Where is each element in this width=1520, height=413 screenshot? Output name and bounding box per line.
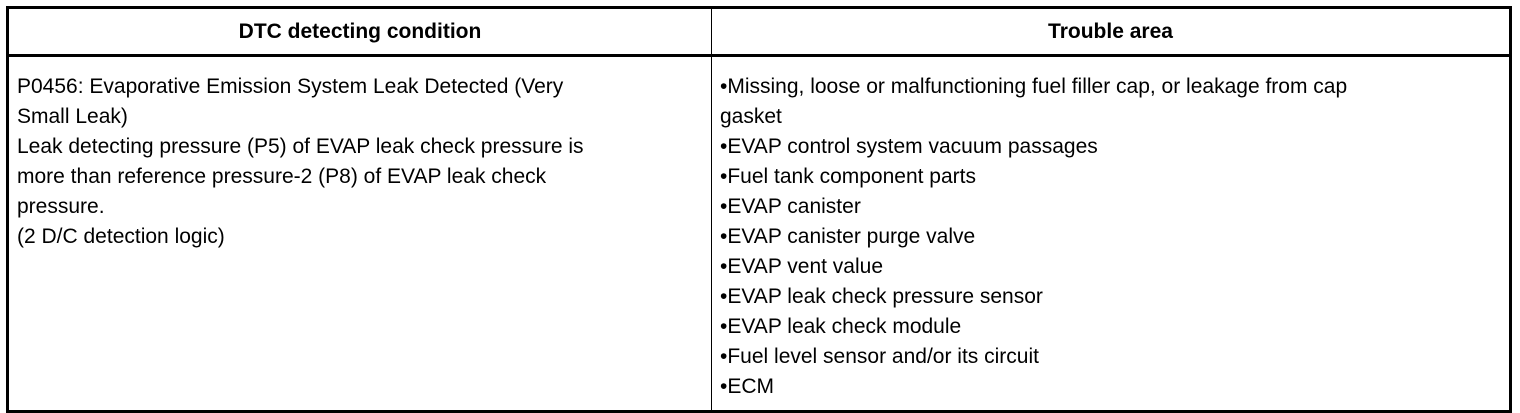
header-row: [8, 8, 1511, 56]
trouble-area-line: gasket: [720, 105, 782, 128]
trouble-area-line: •EVAP control system vacuum passages: [720, 135, 1098, 158]
condition-cell: [8, 56, 712, 412]
trouble-area-line: •EVAP canister purge valve: [720, 225, 976, 248]
trouble-area-line: •Fuel tank component parts: [720, 165, 976, 188]
condition-line: (2 D/C detection logic): [17, 225, 225, 248]
condition-line: more than reference pressure-2 (P8) of EVAP leak check: [17, 165, 547, 188]
trouble-area-line: •Missing, loose or malfunctioning fuel filler cap, or leakage from cap: [720, 75, 1348, 98]
header-condition: DTC detecting condition: [8, 8, 712, 56]
trouble-area-line: •Fuel level sensor and/or its circuit: [720, 345, 1039, 368]
trouble-area-line: •EVAP leak check pressure sensor: [720, 285, 1043, 308]
trouble-area-line: •EVAP vent value: [720, 255, 884, 278]
trouble-area-line: •EVAP canister: [720, 195, 861, 218]
dtc-table: [6, 6, 1512, 413]
table-row: [8, 56, 1511, 412]
trouble-area-line: •ECM: [720, 375, 775, 398]
condition-line: Leak detecting pressure (P5) of EVAP leak check pressure is: [17, 135, 584, 158]
condition-line: P0456: Evaporative Emission System Leak Detected (Very: [17, 75, 564, 98]
header-trouble-area: Trouble area: [712, 8, 1511, 56]
trouble-area-cell: [712, 56, 1511, 412]
trouble-area-line: •EVAP leak check module: [720, 315, 962, 338]
condition-line: pressure.: [17, 195, 105, 218]
condition-line: Small Leak): [17, 105, 128, 128]
